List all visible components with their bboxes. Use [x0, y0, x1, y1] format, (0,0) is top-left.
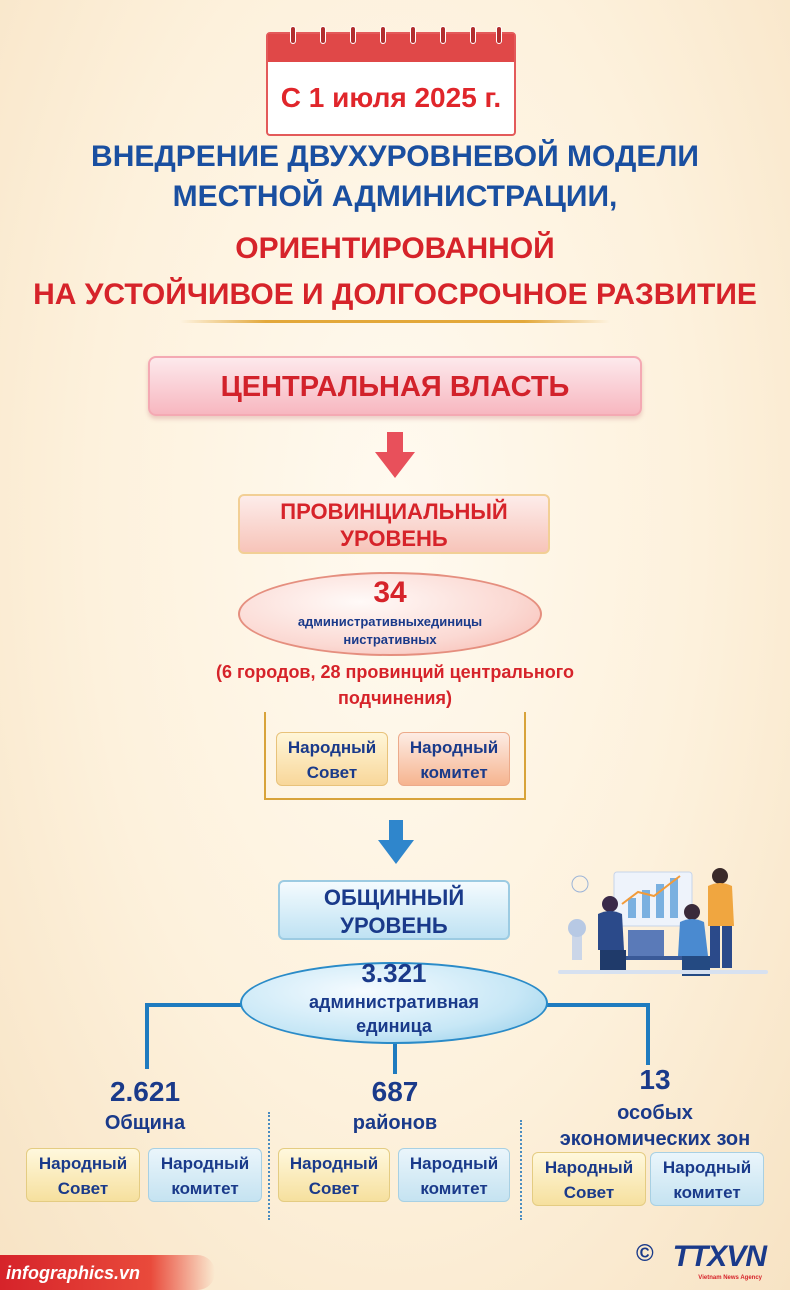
committee-label-2: комитет: [420, 1179, 488, 1198]
column-separator: [268, 1112, 270, 1220]
calendar-ring-icon: [440, 26, 446, 44]
branch-name-zones-1: особых: [617, 1102, 693, 1124]
provincial-level-box: [238, 494, 550, 554]
watermark-text: infographics.vn: [6, 1263, 141, 1283]
committee-label-1: Народный: [409, 738, 499, 757]
provincial-note-1: (6 городов, 28 провинций центрального: [216, 662, 574, 682]
council-label-1: Народный: [544, 1158, 634, 1177]
arrow-down-icon: [375, 432, 415, 478]
branch-count-communes: 2.621: [109, 1076, 181, 1107]
title-line-4: НА УСТОЙЧИВОЕ И ДОЛГОСРОЧНОЕ РАЗВИТИЕ: [33, 278, 757, 311]
communes-people-council: [26, 1148, 140, 1202]
connector-line-left-drop: [145, 1003, 149, 1069]
connector-line-right: [544, 1003, 650, 1007]
central-authority-label: ЦЕНТРАЛЬНАЯ ВЛАСТЬ: [220, 371, 570, 403]
calendar-ring-icon: [290, 26, 296, 44]
communes-people-committee: [148, 1148, 262, 1202]
agency-logo-subtitle: Vietnam News Agency: [698, 1275, 762, 1281]
provincial-count: 34: [373, 576, 407, 609]
title-underline: [180, 320, 610, 323]
calendar-ring-icon: [496, 26, 502, 44]
provincial-level-label-1: ПРОВИНЦИАЛЬНЫЙ: [280, 499, 508, 524]
committee-label-2: комитет: [673, 1183, 741, 1202]
provincial-unit-1: административныхединицы: [297, 614, 483, 629]
title-line-1: ВНЕДРЕНИЕ ДВУХУРОВНЕВОЙ МОДЕЛИ: [91, 140, 699, 173]
council-label-2: Совет: [308, 1179, 360, 1198]
calendar-ring-icon: [350, 26, 356, 44]
council-label-2: Совет: [563, 1183, 615, 1202]
copyright-icon: ©: [636, 1240, 654, 1267]
infographics-watermark: [0, 1255, 215, 1290]
committee-label-1: Народный: [409, 1154, 499, 1173]
date-calendar-card: [266, 32, 516, 136]
communal-count: 3.321: [361, 958, 427, 988]
branch-name-wards: районов: [352, 1112, 438, 1134]
communal-unit-2: единица: [356, 1016, 432, 1036]
connector-line-left: [145, 1003, 242, 1007]
zones-people-committee: [650, 1152, 764, 1206]
council-label-1: Народный: [289, 1154, 379, 1173]
council-label-2: Совет: [57, 1179, 109, 1198]
committee-label-2: комитет: [171, 1179, 239, 1198]
provincial-count-oval: [238, 572, 542, 656]
column-separator: [520, 1120, 522, 1220]
communal-level-box: [278, 880, 510, 940]
provincial-level-label-2: УРОВЕНЬ: [340, 526, 448, 551]
branch-count-wards: 687: [371, 1076, 419, 1107]
central-authority-box: [148, 356, 642, 416]
provincial-people-council: [276, 732, 388, 786]
title-line-2: МЕСТНОЙ АДМИНИСТРАЦИИ,: [172, 180, 618, 213]
branch-count-zones: 13: [639, 1064, 671, 1095]
connector-line-middle-drop: [393, 1040, 397, 1074]
calendar-ring-icon: [410, 26, 416, 44]
communal-level-label-2: УРОВЕНЬ: [340, 913, 448, 938]
provincial-people-committee: [398, 732, 510, 786]
branch-name-communes: Община: [104, 1112, 186, 1134]
title-line-3: ОРИЕНТИРОВАННОЙ: [235, 232, 555, 265]
committee-label-1: Народный: [160, 1154, 250, 1173]
calendar-ring-icon: [380, 26, 386, 44]
agency-logo: TTXVN: [672, 1240, 766, 1273]
communal-level-label-1: ОБЩИННЫЙ: [323, 885, 465, 910]
branch-name-zones-2: экономических зон: [559, 1128, 751, 1150]
zones-people-council: [532, 1152, 646, 1206]
wards-people-council: [278, 1148, 390, 1202]
communal-unit-1: административная: [309, 992, 479, 1012]
calendar-header-bar: [268, 34, 514, 62]
council-label-1: Народный: [287, 738, 377, 757]
council-label-2: Совет: [306, 763, 358, 782]
committee-label-1: Народный: [662, 1158, 752, 1177]
office-people-illustration: [558, 858, 768, 988]
committee-label-2: комитет: [420, 763, 488, 782]
council-label-1: Народный: [38, 1154, 128, 1173]
communal-count-oval: [240, 958, 548, 1044]
provincial-note-2: подчинения): [338, 688, 452, 708]
arrow-down-icon: [378, 820, 414, 864]
effective-date: С 1 июля 2025 г.: [280, 82, 502, 113]
provincial-unit-2: нистративных: [343, 632, 437, 647]
calendar-ring-icon: [320, 26, 326, 44]
calendar-ring-icon: [470, 26, 476, 44]
wards-people-committee: [398, 1148, 510, 1202]
connector-line-right-drop: [646, 1003, 650, 1065]
